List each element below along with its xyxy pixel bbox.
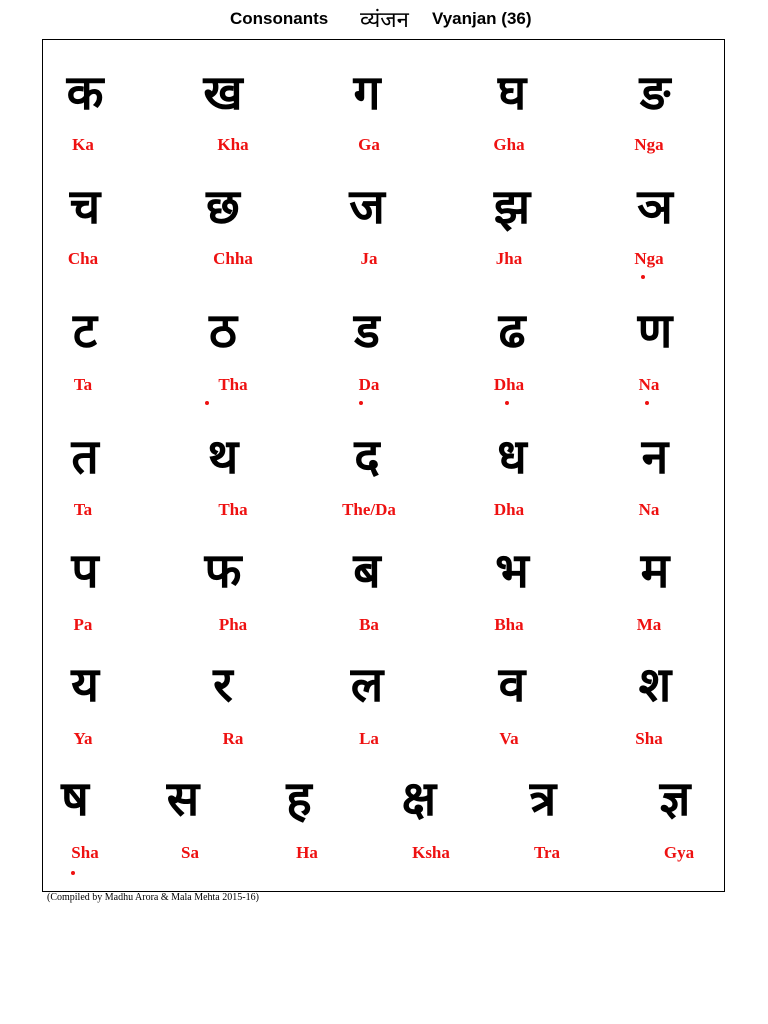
consonant-transliteration: Va <box>499 729 519 748</box>
consonant-letter: र <box>213 657 233 713</box>
consonant-transliteration: Sha <box>71 843 99 862</box>
consonant-transliteration: Gya <box>663 843 695 862</box>
consonant-transliteration: Na <box>638 375 660 394</box>
consonant-transliteration: Nga <box>634 135 664 154</box>
footnote-credit: (Compiled by Madhu Arora & Mala Mehta 2015-16) <box>47 892 259 903</box>
consonant-letter: क्ष <box>401 771 437 827</box>
consonant-transliteration: Ha <box>296 843 318 862</box>
consonant-transliteration: Ma <box>636 615 662 634</box>
consonant-letter: त्र <box>529 771 557 827</box>
consonant-letter: प <box>71 543 99 599</box>
retroflex-dot-mark <box>359 401 363 405</box>
consonant-transliteration: Dha <box>493 375 525 394</box>
consonant-transliteration: Pha <box>218 615 248 634</box>
retroflex-dot-mark <box>645 401 649 405</box>
retroflex-dot-mark <box>505 401 509 405</box>
consonant-letter: ध <box>497 429 527 485</box>
consonant-transliteration: Bha <box>494 615 524 634</box>
consonant-letter: भ <box>495 543 529 599</box>
consonant-transliteration: Ba <box>359 615 379 634</box>
consonant-chart <box>42 39 725 892</box>
retroflex-dot-mark <box>71 871 75 875</box>
consonant-transliteration: Ta <box>73 375 93 394</box>
consonant-transliteration: Ra <box>222 729 244 748</box>
consonant-letter: ण <box>637 303 673 359</box>
consonant-transliteration: La <box>359 729 379 748</box>
consonant-letter: म <box>640 543 670 599</box>
consonant-letter: च <box>69 179 101 235</box>
retroflex-dot-mark <box>205 401 209 405</box>
consonant-letter: द <box>354 429 380 485</box>
consonant-letter: क <box>66 65 104 121</box>
consonant-transliteration: Ga <box>358 135 380 154</box>
consonant-letter: व <box>498 657 526 713</box>
consonant-letter: य <box>71 657 99 713</box>
consonant-letter: ज <box>349 179 385 235</box>
consonant-transliteration: Ta <box>73 500 93 519</box>
consonant-letter: झ <box>493 179 531 235</box>
consonant-letter: फ <box>204 543 242 599</box>
consonant-transliteration: Sha <box>635 729 663 748</box>
page-header <box>0 6 768 34</box>
consonant-letter: ठ <box>209 303 237 359</box>
consonant-letter: थ <box>207 429 239 485</box>
consonant-letter: ङ <box>639 65 671 121</box>
consonant-letter: त <box>71 429 99 485</box>
consonant-letter: ष <box>61 771 89 827</box>
consonant-letter: ह <box>286 771 312 827</box>
consonant-transliteration: Pa <box>73 615 93 634</box>
consonant-transliteration: Sa <box>181 843 199 862</box>
header-title-hindi: व्यंजन <box>360 8 409 33</box>
header-title-count: Vyanjan (36) <box>432 9 532 28</box>
consonant-letter: छ <box>206 179 240 235</box>
consonant-transliteration: Chha <box>213 249 253 268</box>
retroflex-dot-mark <box>641 275 645 279</box>
consonant-transliteration: Kha <box>217 135 249 154</box>
consonant-letter: ट <box>72 303 98 359</box>
consonant-transliteration: Jha <box>495 249 523 268</box>
consonant-letter: ब <box>353 543 381 599</box>
consonant-transliteration: Ya <box>73 729 93 748</box>
consonant-transliteration: Da <box>358 375 380 394</box>
consonant-transliteration: Nga <box>634 249 664 268</box>
consonant-transliteration: Tha <box>218 500 248 519</box>
consonant-letter: ल <box>350 657 384 713</box>
consonant-letter: ग <box>353 65 381 121</box>
consonant-transliteration: Na <box>638 500 660 519</box>
consonant-letter: ञ <box>637 179 673 235</box>
consonant-transliteration: Tra <box>533 843 561 862</box>
consonant-transliteration: Ksha <box>412 843 450 862</box>
consonant-letter: ढ <box>498 303 526 359</box>
consonant-transliteration: Ka <box>72 135 94 154</box>
consonant-transliteration: Ja <box>360 249 378 268</box>
consonant-letter: ड <box>354 303 380 359</box>
consonant-letter: श <box>638 657 672 713</box>
consonant-letter: ज्ञ <box>659 771 691 827</box>
consonant-letter: ख <box>203 65 243 121</box>
consonant-letter: न <box>641 429 669 485</box>
consonant-letter: स <box>166 771 200 827</box>
consonant-transliteration: The/Da <box>342 500 396 519</box>
consonant-transliteration: Gha <box>493 135 525 154</box>
consonant-letter: घ <box>497 65 527 121</box>
consonant-transliteration: Dha <box>493 500 525 519</box>
consonant-transliteration: Cha <box>67 249 99 268</box>
consonant-transliteration: Tha <box>218 375 248 394</box>
header-title-english: Consonants <box>230 9 329 28</box>
